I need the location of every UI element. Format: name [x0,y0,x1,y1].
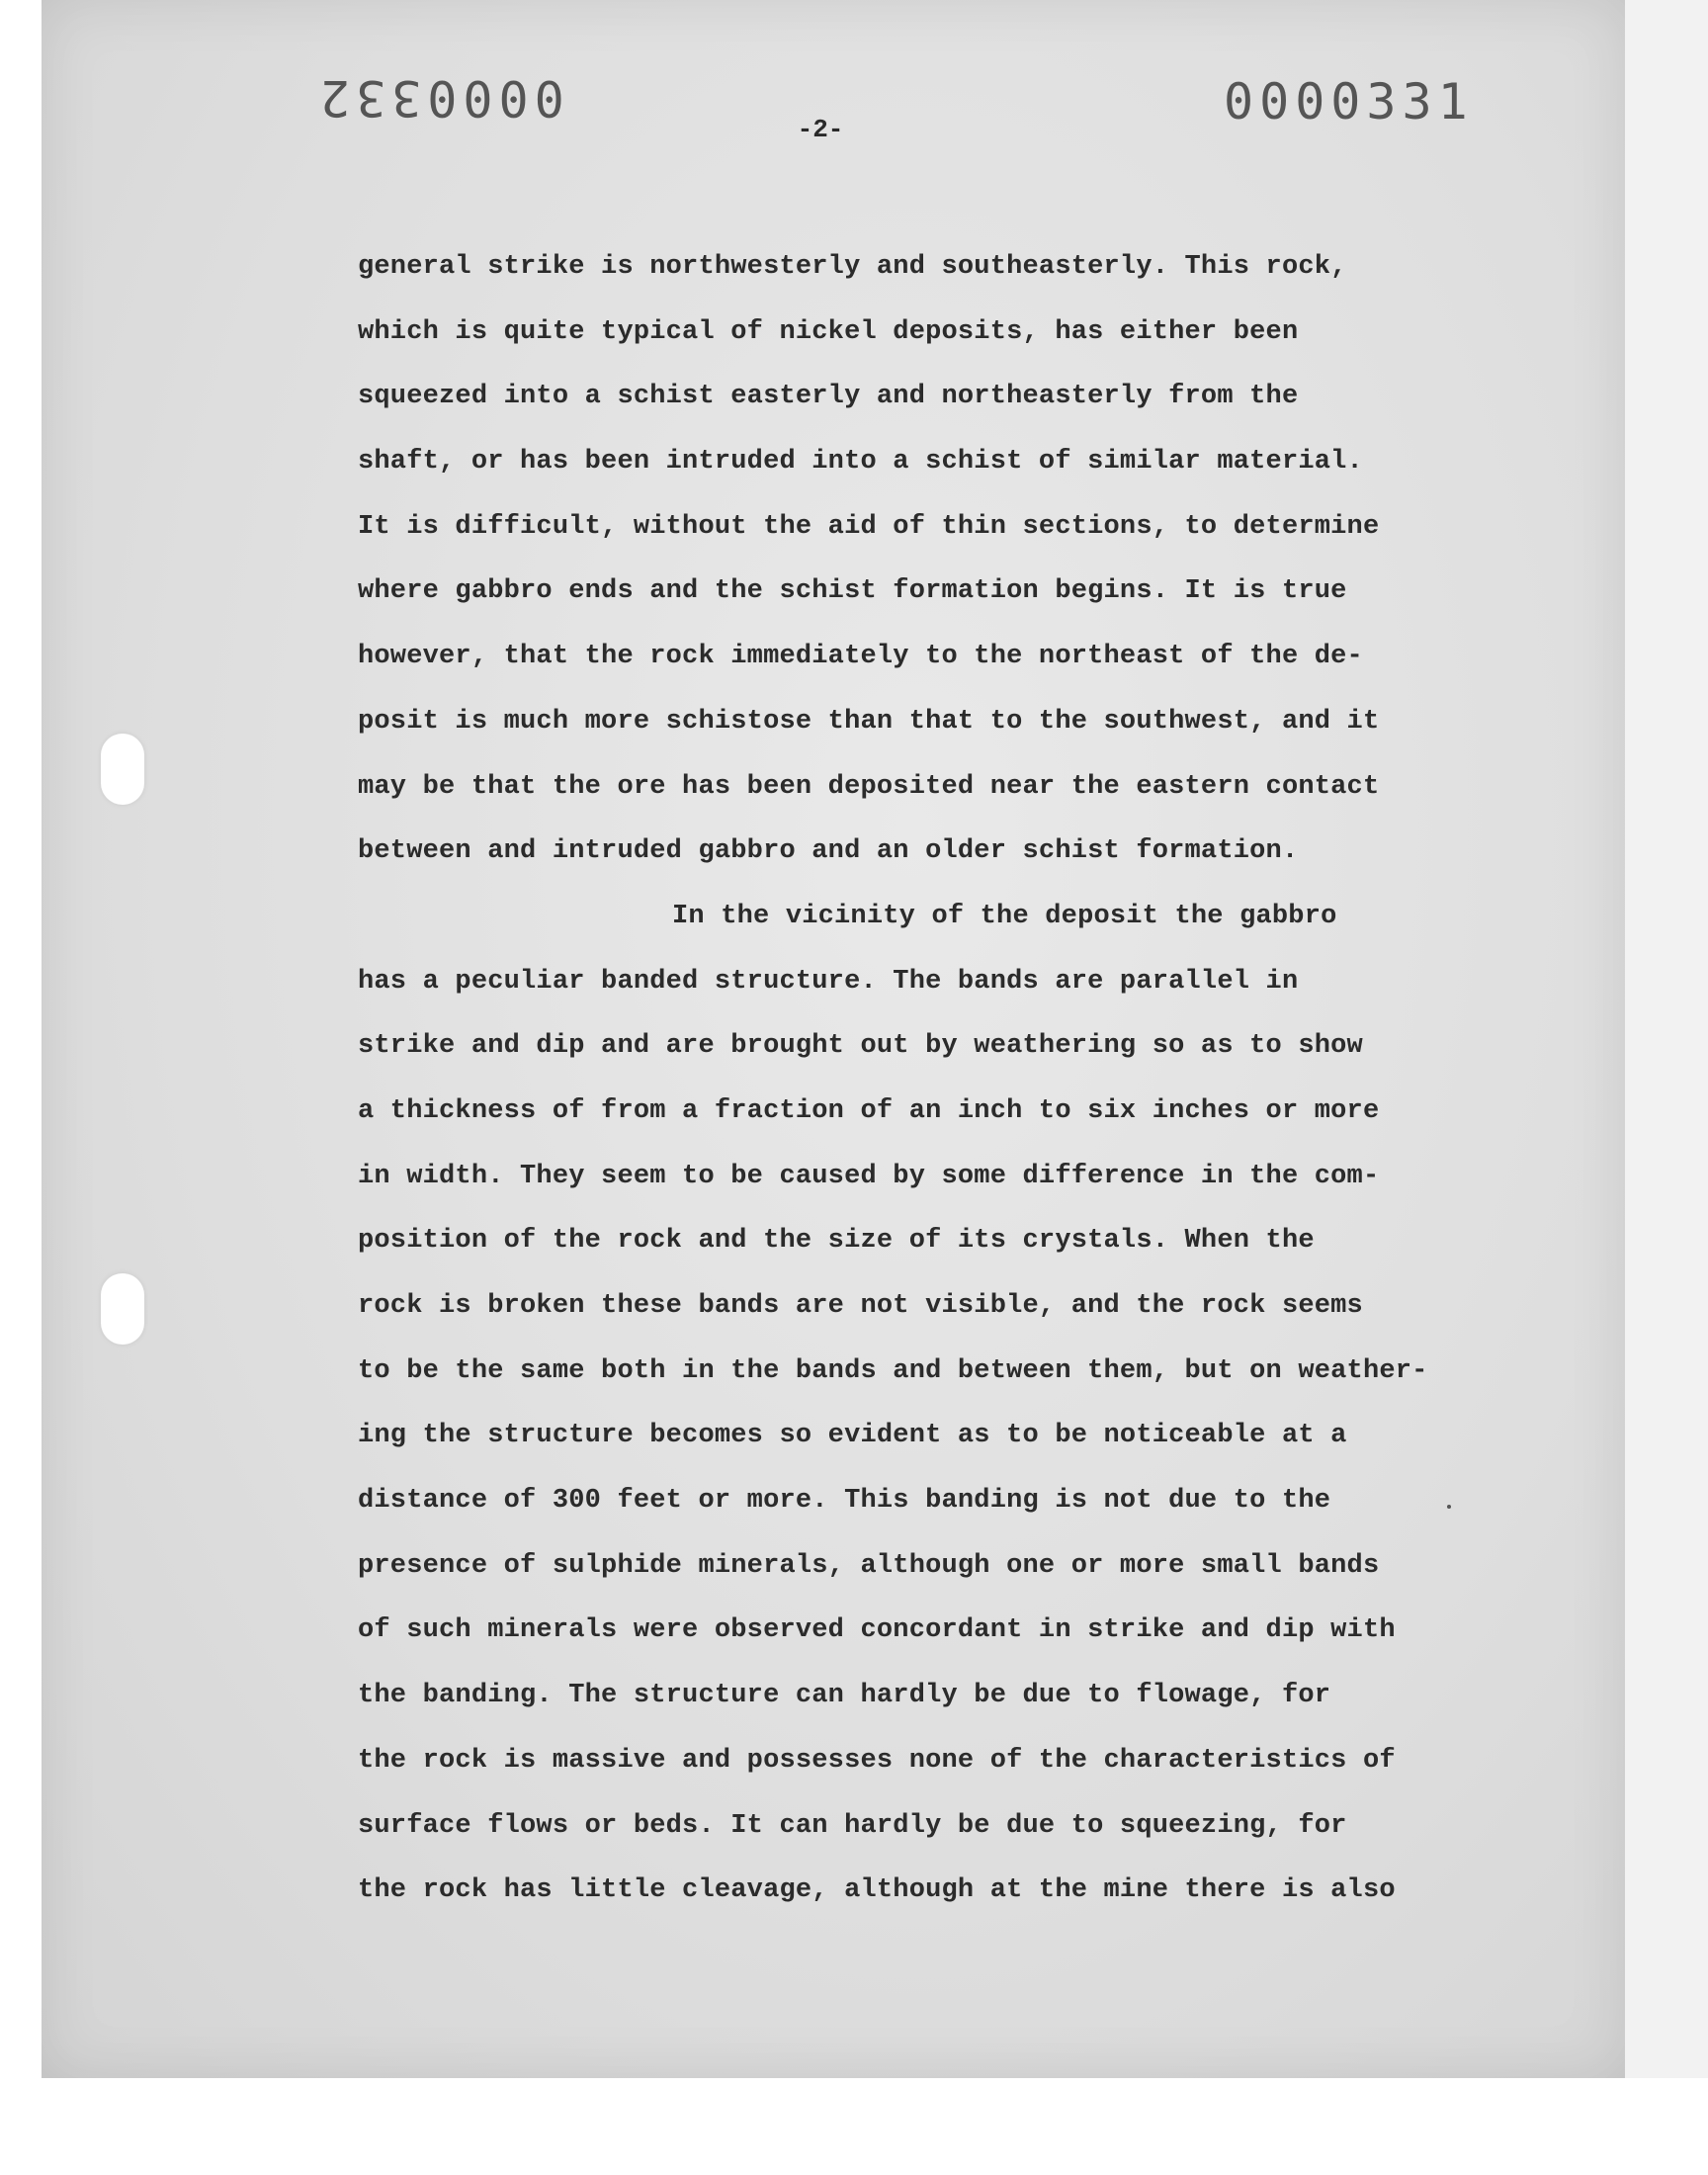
body-text [358,235,1494,1924]
text-line: the rock is massive and possesses none of the characteristics of [358,1745,1396,1776]
text-line: the banding. The structure can hardly be due to flowage, for [358,1681,1331,1711]
text-line: rock is broken these bands are not visible, and the rock seems [358,1291,1363,1321]
text-line: to be the same both in the bands and between them, but on weather- [358,1355,1428,1386]
text-line: which is quite typical of nickel deposits, has either been [358,316,1299,347]
text-line: posit is much more schistose than that to the southwest, and it [358,706,1380,737]
text-line: It is difficult, without the aid of thin sections, to determine [358,511,1380,542]
text-line: position of the rock and the size of its crystals. When the [358,1226,1315,1257]
text-line: surface flows or beds. It can hardly be due to squeezing, for [358,1810,1347,1841]
text-line: ing the structure becomes so evident as to be noticeable at a [358,1421,1347,1451]
text-line: in width. They seem to be caused by some difference in the com- [358,1161,1380,1191]
punch-hole-lower [101,1273,144,1345]
text-line: between and intruded gabbro and an older schist formation. [358,836,1299,867]
text-line: a thickness of from a fraction of an inch to six inches or more [358,1095,1380,1126]
paper-edge [1625,0,1708,2078]
text-line: strike and dip and are brought out by weathering so as to show [358,1031,1363,1062]
ink-speck [1447,1505,1451,1509]
paragraph-start-line: In the vicinity of the deposit the gabbro [672,901,1337,931]
text-line: may be that the ore has been deposited near the eastern contact [358,771,1380,802]
text-line: of such minerals were observed concordant in strike and dip with [358,1615,1396,1646]
text-line: general strike is northwesterly and southeasterly. This rock, [358,252,1347,282]
text-line: where gabbro ends and the schist formation begins. It is true [358,576,1347,607]
page-number: -2- [797,115,844,144]
text-line: squeezed into a schist easterly and northeasterly from the [358,382,1299,412]
text-line: the rock has little cleavage, although at the mine there is also [358,1875,1396,1906]
text-line: shaft, or has been intruded into a schist of similar material. [358,447,1363,478]
document-stamp-right: 0000331 [1224,73,1474,130]
text-line: has a peculiar banded structure. The bands are parallel in [358,966,1299,997]
document-stamp-left: 0000332 [314,69,564,127]
text-line: presence of sulphide minerals, although one or more small bands [358,1550,1380,1581]
text-line: distance of 300 feet or more. This banding is not due to the [358,1486,1331,1517]
punch-hole-upper [101,734,144,805]
text-line: however, that the rock immediately to the northeast of the de- [358,642,1363,672]
